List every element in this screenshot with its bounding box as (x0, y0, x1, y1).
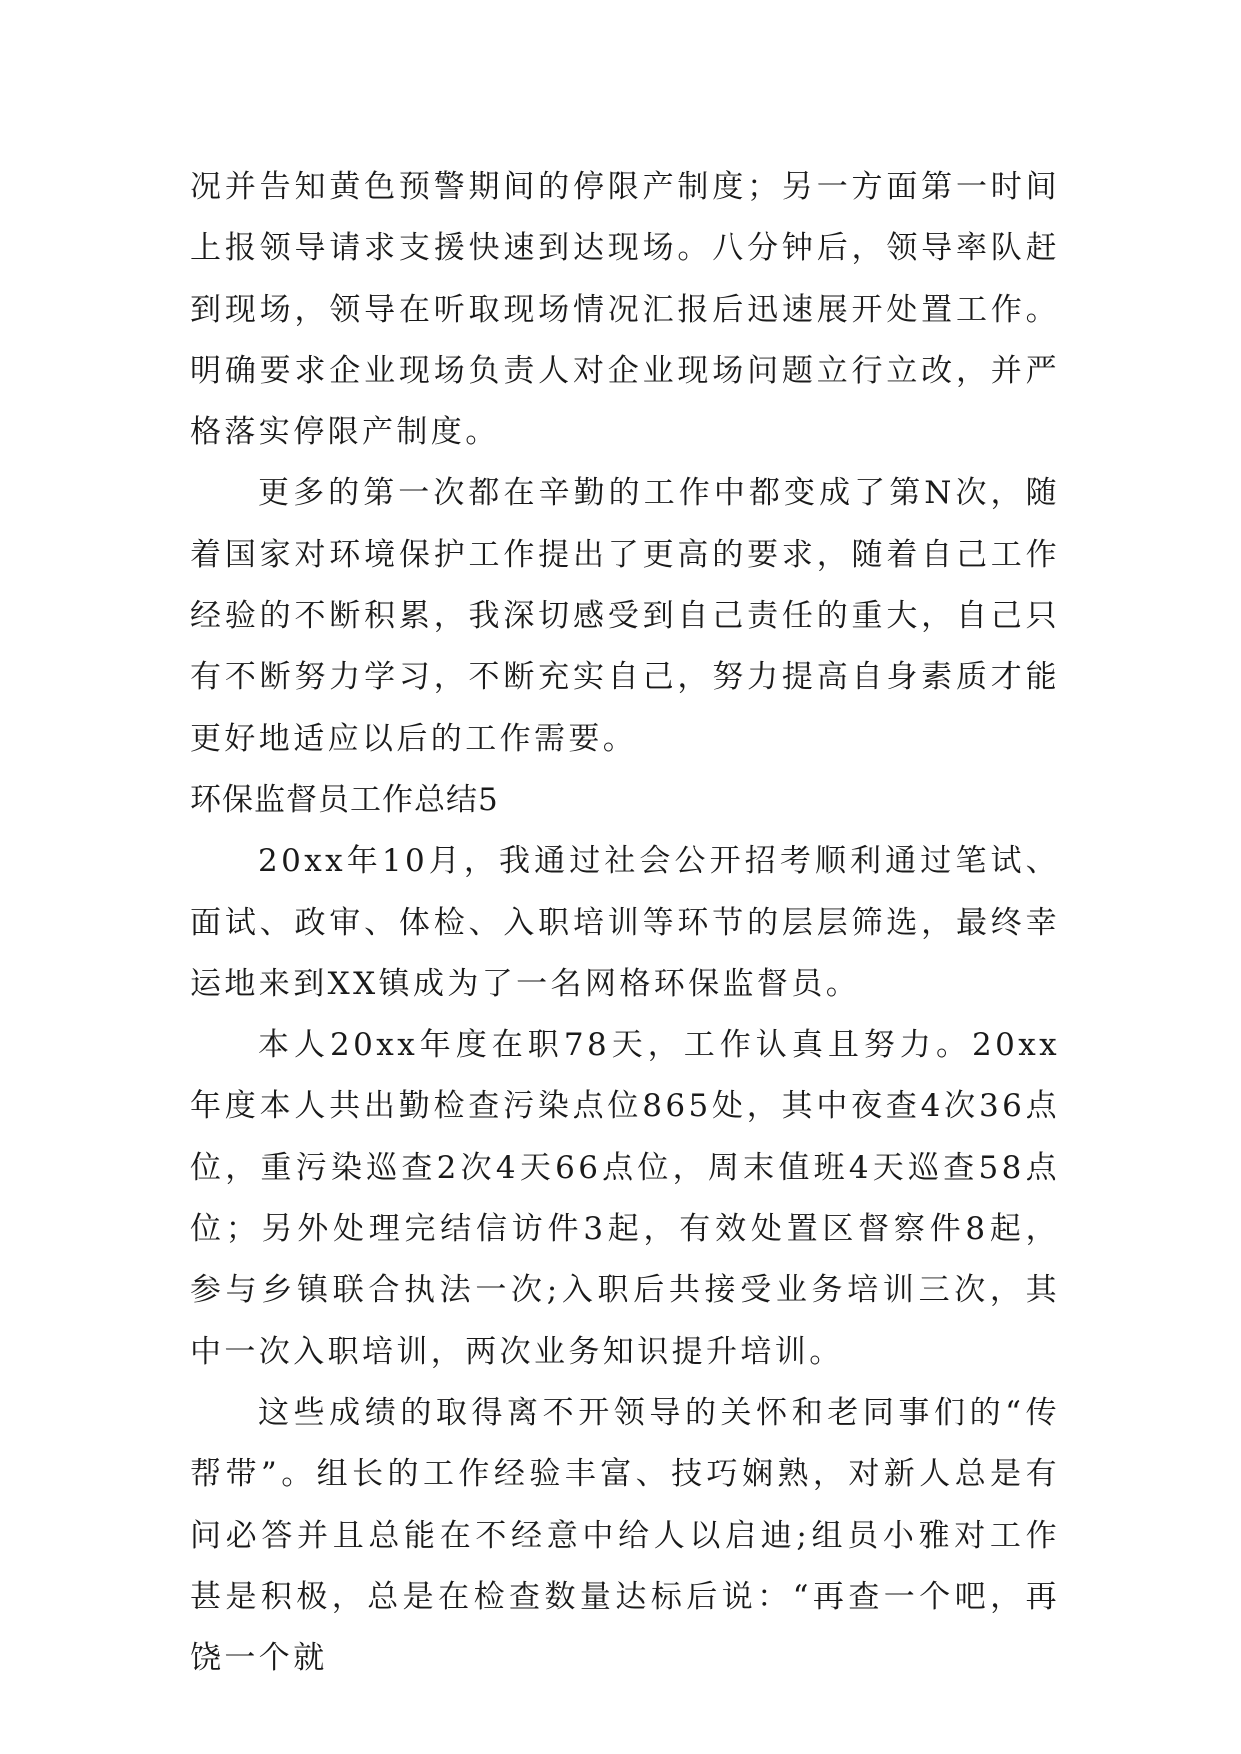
paragraph-acknowledgement: 这些成绩的取得离不开领导的关怀和老同事们的“传帮带”。组长的工作经验丰富、技巧娴熟，对新人总是有问必答并且总能在不经意中给人以启迪;组员小雅对工作甚是积极，总是在检查数量达标后说：“再查一个吧，再饶一个就 (190, 1394, 1060, 1677)
paragraph-recruitment: 20xx年10月，我通过社会公开招考顺利通过笔试、面试、政审、体检、入职培训等环节的层层筛选，最终幸运地来到XX镇成为了一名网格环保监督员。 (190, 843, 1060, 1002)
section-heading: 环保监督员工作总结5 (190, 781, 499, 818)
paragraph-continuation: 况并告知黄色预警期间的停限产制度；另一方面第一时间上报领导请求支援快速到达现场。八分钟后，领导率队赶到现场，领导在听取现场情况汇报后迅速展开处置工作。明确要求企业现场负责人对企业现场问题立行立改，并严格落实停限产制度。 (190, 169, 1060, 451)
paragraph-first-times: 更多的第一次都在辛勤的工作中都变成了第N次，随着国家对环境保护工作提出了更高的要求，随着自己工作经验的不断积累，我深切感受到自己责任的重大，自己只有不断努力学习，不断充实自己，努力提高自身素质才能更好地适应以后的工作需要。 (190, 475, 1060, 757)
document-body (190, 157, 1060, 1689)
paragraph-work-statistics: 本人20xx年度在职78天，工作认真且努力。20xx年度本人共出勤检查污染点位865处，其中夜查4次36点位，重污染巡查2次4天66点位，周末值班4天巡查58点位；另外处理完结信访件3起，有效处置区督察件8起，参与乡镇联合执法一次;入职后共接受业务培训三次，其中一次入职培训，两次业务知识提升培训。 (190, 1027, 1060, 1370)
